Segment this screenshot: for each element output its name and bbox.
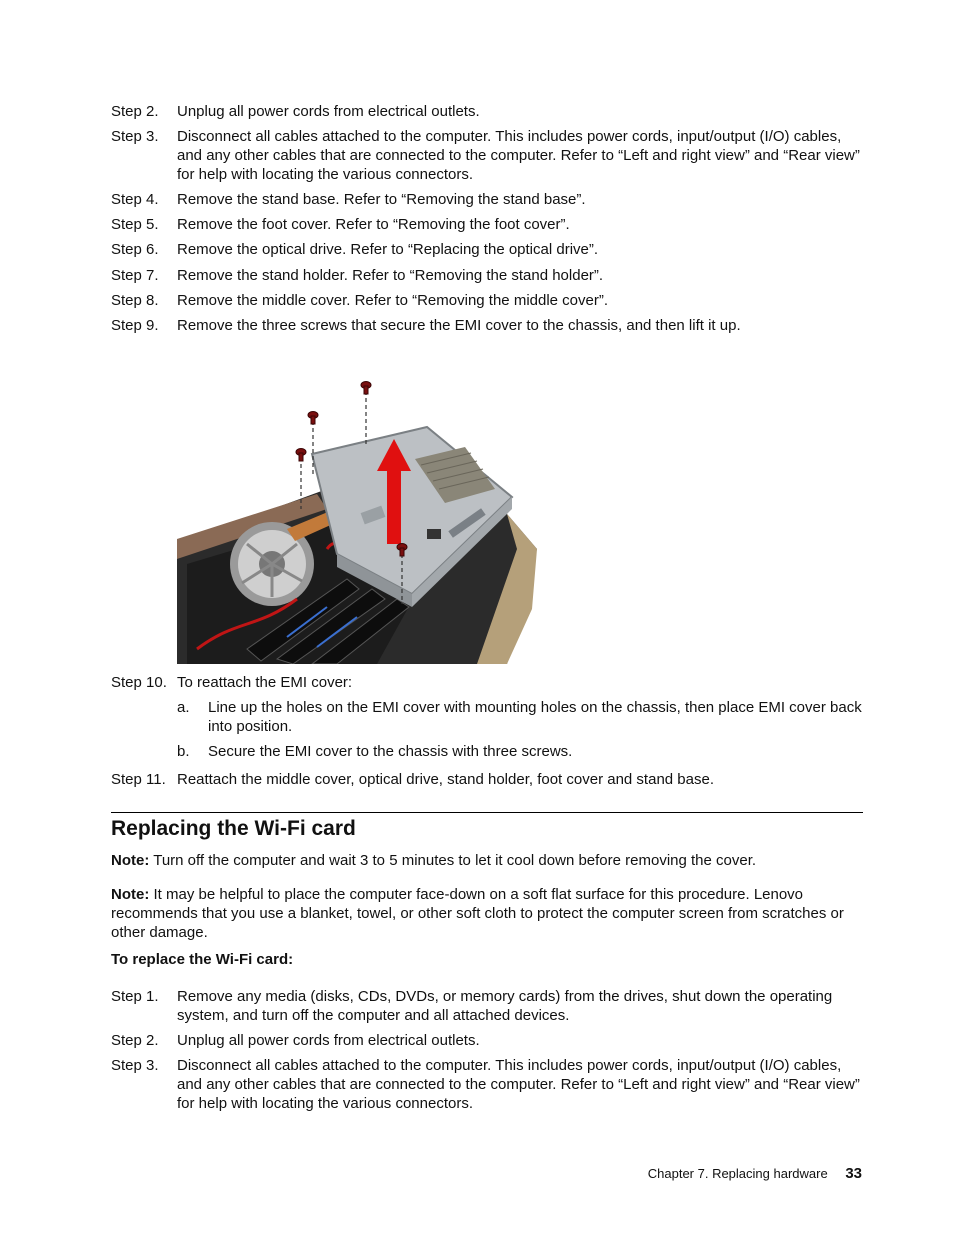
step-item bbox=[111, 316, 863, 335]
step-number: Step 5. bbox=[111, 216, 159, 233]
step-text: Reattach the middle cover, optical drive, stand holder, foot cover and stand base. bbox=[177, 771, 714, 788]
step-number: Step 7. bbox=[111, 267, 159, 284]
note-label: Note: bbox=[111, 852, 150, 869]
page-number: 33 bbox=[845, 1165, 862, 1182]
step-item bbox=[111, 215, 863, 234]
step-item bbox=[111, 1056, 863, 1113]
step-number: Step 8. bbox=[111, 292, 159, 309]
step-text: Disconnect all cables attached to the computer. This includes power cords, input/output (I/O) cables, and any other cables that are connected to the computer. Refer to “Left and right view” and “Rear view” for help with locating the various connectors. bbox=[177, 1057, 860, 1112]
step-item bbox=[111, 770, 863, 789]
note-paragraph bbox=[111, 851, 863, 870]
sub-step-text: Secure the EMI cover to the chassis with three screws. bbox=[208, 743, 573, 760]
step-item bbox=[111, 673, 863, 692]
emi-cover-drawing bbox=[177, 349, 643, 664]
page-footer bbox=[648, 1164, 862, 1183]
step-number: Step 3. bbox=[111, 128, 159, 145]
step-text: Remove the stand holder. Refer to “Removing the stand holder”. bbox=[177, 267, 604, 284]
step-number: Step 6. bbox=[111, 241, 159, 258]
step-text: Remove the middle cover. Refer to “Removing the middle cover”. bbox=[177, 292, 609, 309]
note-text: It may be helpful to place the computer face-down on a soft flat surface for this procedure. Lenovo recommends that you use a blanket, towel, or other soft cloth to protect the computer screen from scratches or other damage. bbox=[111, 886, 844, 941]
step-number: Step 2. bbox=[111, 1032, 159, 1049]
procedure-subheading: To replace the Wi-Fi card: bbox=[111, 951, 294, 968]
step-text: Unplug all power cords from electrical outlets. bbox=[177, 1032, 480, 1049]
step-number: Step 2. bbox=[111, 103, 159, 120]
step-number: Step 9. bbox=[111, 317, 159, 334]
step-item bbox=[111, 102, 863, 121]
section-heading: Replacing the Wi-Fi card bbox=[111, 817, 356, 840]
sub-step-letter: a. bbox=[177, 699, 190, 716]
step-text: Disconnect all cables attached to the computer. This includes power cords, input/output (I/O) cables, and any other cables that are connected to the computer. Refer to “Left and right view” and “Rear view” for help with locating the various connectors. bbox=[177, 128, 860, 183]
step-item bbox=[111, 1031, 863, 1050]
sub-step-item bbox=[177, 698, 863, 736]
step-item bbox=[111, 240, 863, 259]
step-text: Remove the optical drive. Refer to “Replacing the optical drive”. bbox=[177, 241, 599, 258]
sub-step-item bbox=[177, 742, 863, 761]
section-divider bbox=[111, 812, 863, 813]
emi-cover-illustration bbox=[177, 349, 643, 664]
step-number: Step 1. bbox=[111, 988, 159, 1005]
step-item bbox=[111, 266, 863, 285]
step-item bbox=[111, 190, 863, 209]
step-item bbox=[111, 127, 863, 184]
note-paragraph bbox=[111, 885, 863, 942]
step-number: Step 10. bbox=[111, 674, 167, 691]
sub-step-text: Line up the holes on the EMI cover with mounting holes on the chassis, then place EMI cover back into position. bbox=[208, 699, 862, 735]
sub-step-letter: b. bbox=[177, 743, 190, 760]
step-number: Step 3. bbox=[111, 1057, 159, 1074]
step-text: To reattach the EMI cover: bbox=[177, 674, 353, 691]
step-item bbox=[111, 987, 863, 1025]
step-number: Step 4. bbox=[111, 191, 159, 208]
step-text: Remove any media (disks, CDs, DVDs, or memory cards) from the drives, shut down the operating system, and turn off the computer and all attached devices. bbox=[177, 988, 833, 1024]
step-text: Remove the three screws that secure the EMI cover to the chassis, and then lift it up. bbox=[177, 317, 741, 334]
step-text: Unplug all power cords from electrical outlets. bbox=[177, 103, 480, 120]
note-text: Turn off the computer and wait 3 to 5 minutes to let it cool down before removing the cover. bbox=[149, 852, 757, 869]
step-number: Step 11. bbox=[111, 771, 166, 788]
note-label: Note: bbox=[111, 886, 150, 903]
step-item bbox=[111, 291, 863, 310]
step-text: Remove the stand base. Refer to “Removing the stand base”. bbox=[177, 191, 586, 208]
chapter-label: Chapter 7. Replacing hardware bbox=[647, 1166, 828, 1181]
step-text: Remove the foot cover. Refer to “Removing the foot cover”. bbox=[177, 216, 570, 233]
